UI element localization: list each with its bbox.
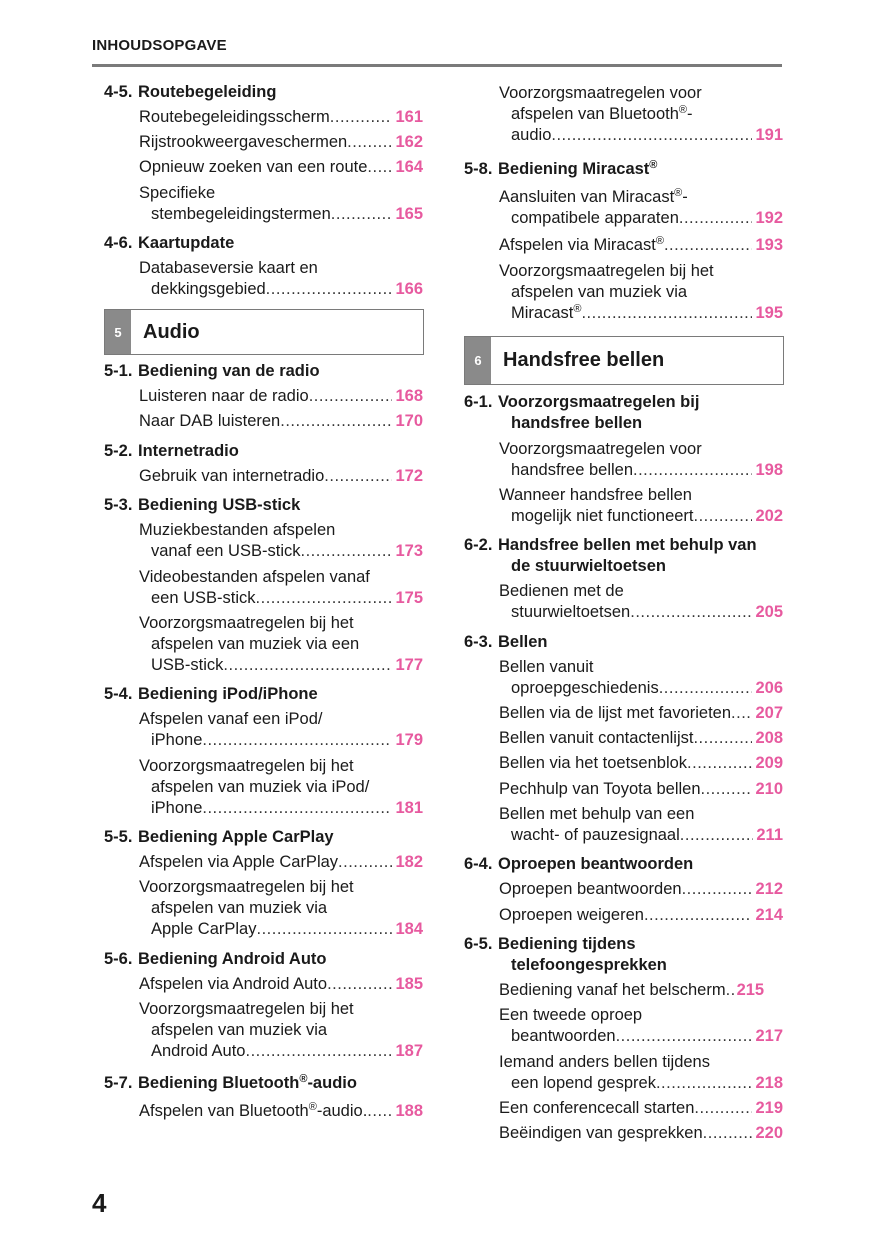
chapter-number: 6 xyxy=(465,337,491,384)
toc-entry[interactable]: Naar DAB luisteren ..... 170 xyxy=(139,411,423,432)
toc-entry[interactable]: Routebegeleidingsscherm ..... 161 xyxy=(139,107,423,128)
toc-entry[interactable]: Voorzorgsmaatregelen voor handsfree bellen ..... 198 xyxy=(499,439,783,481)
page-ref: 193 xyxy=(755,236,783,254)
page-ref: 181 xyxy=(395,799,423,817)
section-6-4-title[interactable]: 6-4. Oproepen beantwoorden xyxy=(464,855,694,873)
toc-entry[interactable]: Een tweede oproep beantwoorden ..... 217 xyxy=(499,1005,783,1047)
page-ref: 202 xyxy=(755,507,783,525)
page-ref: 184 xyxy=(395,920,423,938)
page-ref: 218 xyxy=(755,1074,783,1092)
section-6-1-title[interactable]: 6-1. Voorzorgsmaatregelen bij handsfree bellen xyxy=(464,393,700,432)
chapter-title: Handsfree bellen xyxy=(503,349,665,371)
section-5-2-title[interactable]: 5-2. Internetradio xyxy=(104,442,239,460)
toc-entry[interactable]: Afspelen via Android Auto ..... 185 xyxy=(139,974,423,995)
section-6-5-title[interactable]: 6-5. Bediening tijdens telefoongesprekken xyxy=(464,935,667,974)
page-header xyxy=(92,36,782,67)
page-ref: 211 xyxy=(756,826,783,844)
page-ref: 172 xyxy=(395,467,423,485)
chapter-5-banner[interactable] xyxy=(104,309,424,355)
section-6-2-title[interactable]: 6-2. Handsfree bellen met behulp van de stuurwieltoetsen xyxy=(464,536,757,575)
toc-entry[interactable]: Bediening vanaf het belscherm ..... 215 xyxy=(499,980,783,1001)
page-ref: 208 xyxy=(755,729,783,747)
header-title: INHOUDSOPGAVE xyxy=(92,37,227,54)
section-5-6-title[interactable]: 5-6. Bediening Android Auto xyxy=(104,950,327,968)
toc-entry[interactable]: Afspelen via Miracast® ..... 193 xyxy=(499,235,783,256)
toc-entry[interactable]: Een conferencecall starten ..... 219 xyxy=(499,1098,783,1119)
chapter-number: 5 xyxy=(105,310,131,354)
page-ref: 164 xyxy=(395,158,423,176)
toc-entry[interactable]: Afspelen vanaf een iPod/ iPhone ..... 179 xyxy=(139,709,423,751)
section-6-3-title[interactable]: 6-3. Bellen xyxy=(464,633,548,651)
page-ref: 217 xyxy=(755,1027,783,1045)
page-ref: 212 xyxy=(755,880,783,898)
page-ref: 198 xyxy=(755,461,783,479)
toc-entry[interactable]: Databaseversie kaart en dekkingsgebied ..... 166 xyxy=(139,258,423,300)
toc-entry[interactable]: Bedienen met de stuurwieltoetsen ..... 205 xyxy=(499,581,783,623)
page-number: 4 xyxy=(92,1188,107,1218)
page-ref: 170 xyxy=(395,412,423,430)
page-ref: 182 xyxy=(395,853,423,871)
page-ref: 220 xyxy=(755,1124,783,1142)
page-ref: 205 xyxy=(755,603,783,621)
page-ref: 175 xyxy=(395,589,423,607)
section-5-3-title[interactable]: 5-3. Bediening USB-stick xyxy=(104,496,301,514)
section-4-5-title[interactable]: 4-5. Routebegeleiding xyxy=(104,83,277,101)
page-ref: 191 xyxy=(755,126,783,144)
page-ref: 173 xyxy=(395,542,423,560)
page-ref: 161 xyxy=(395,108,423,126)
toc-entry[interactable]: Oproepen beantwoorden ..... 212 xyxy=(499,879,783,900)
toc-entry[interactable]: Voorzorgsmaatregelen bij het afspelen van muziek via Miracast® ..... 195 xyxy=(499,261,783,324)
toc-entry[interactable]: Afspelen van Bluetooth®-audio. ..... 188 xyxy=(139,1101,423,1122)
toc-entry[interactable]: Rijstrookweergaveschermen ..... 162 xyxy=(139,132,423,153)
page-ref: 166 xyxy=(395,280,423,298)
toc-entry[interactable]: Beëindigen van gesprekken ..... 220 xyxy=(499,1123,783,1144)
toc-entry[interactable]: Wanneer handsfree bellen mogelijk niet functioneert ..... 202 xyxy=(499,485,783,527)
page-ref: 188 xyxy=(395,1102,423,1120)
page-ref: 165 xyxy=(395,205,423,223)
page-ref: 179 xyxy=(395,731,423,749)
page-ref: 192 xyxy=(755,209,783,227)
toc-entry[interactable]: Bellen via de lijst met favorieten ..... 207 xyxy=(499,703,783,724)
page-ref: 214 xyxy=(755,906,783,924)
toc-entry[interactable]: Voorzorgsmaatregelen bij het afspelen van muziek via iPod/ iPhone ..... 181 xyxy=(139,756,423,819)
chapter-6-banner[interactable] xyxy=(464,336,784,385)
page-ref: 206 xyxy=(755,679,783,697)
page-ref: 219 xyxy=(755,1099,783,1117)
page-ref: 210 xyxy=(755,780,783,798)
page-ref: 162 xyxy=(395,133,423,151)
page-ref: 177 xyxy=(395,656,423,674)
toc-entry[interactable]: Muziekbestanden afspelen vanaf een USB-stick ..... 173 xyxy=(139,520,423,562)
toc-entry[interactable]: Bellen vanuit contactenlijst ..... 208 xyxy=(499,728,783,749)
section-5-4-title[interactable]: 5-4. Bediening iPod/iPhone xyxy=(104,685,318,703)
toc-entry[interactable]: Iemand anders bellen tijdens een lopend gesprek ..... 218 xyxy=(499,1052,783,1094)
toc-entry[interactable]: Gebruik van internetradio ..... 172 xyxy=(139,466,423,487)
chapter-title: Audio xyxy=(143,320,200,343)
toc-entry[interactable]: Opnieuw zoeken van een route ..... 164 xyxy=(139,157,423,178)
section-4-6-title[interactable]: 4-6. Kaartupdate xyxy=(104,234,235,252)
toc-entry[interactable]: Voorzorgsmaatregelen bij het afspelen van muziek via Android Auto ..... 187 xyxy=(139,999,423,1062)
toc-entry[interactable]: Bellen met behulp van een wacht- of pauzesignaal ..... 211 xyxy=(499,804,783,846)
section-5-1-title[interactable]: 5-1. Bediening van de radio xyxy=(104,362,320,380)
toc-entry[interactable]: Afspelen via Apple CarPlay ..... 182 xyxy=(139,852,423,873)
toc-entry[interactable]: Oproepen weigeren ..... 214 xyxy=(499,905,783,926)
page-ref: 168 xyxy=(395,387,423,405)
toc-entry[interactable]: Bellen vanuit oproepgeschiedenis ..... 206 xyxy=(499,657,783,699)
page-ref: 209 xyxy=(755,754,783,772)
toc-entry[interactable]: Voorzorgsmaatregelen bij het afspelen van muziek via Apple CarPlay ..... 184 xyxy=(139,877,423,940)
page-ref: 187 xyxy=(395,1042,423,1060)
toc-entry[interactable]: Voorzorgsmaatregelen bij het afspelen van muziek via een USB-stick ..... 177 xyxy=(139,613,423,676)
toc-entry[interactable]: Voorzorgsmaatregelen voor afspelen van Bluetooth®- audio ..... 191 xyxy=(499,83,783,146)
page-ref: 185 xyxy=(395,975,423,993)
page-ref: 215 xyxy=(736,981,765,999)
section-5-7-title[interactable]: 5-7. Bediening Bluetooth®-audio xyxy=(104,1073,357,1092)
page-ref: 207 xyxy=(755,704,783,722)
toc-entry[interactable]: Aansluiten van Miracast®- compatibele apparaten ..... 192 xyxy=(499,187,783,229)
toc-entry[interactable]: Specifieke stembegeleidingstermen ..... 165 xyxy=(139,183,423,225)
toc-entry[interactable]: Luisteren naar de radio ..... 168 xyxy=(139,386,423,407)
toc-entry[interactable]: Bellen via het toetsenblok ..... 209 xyxy=(499,753,783,774)
section-5-5-title[interactable]: 5-5. Bediening Apple CarPlay xyxy=(104,828,334,846)
page-ref: 195 xyxy=(755,304,783,322)
section-5-8-title[interactable]: 5-8. Bediening Miracast® xyxy=(464,159,658,178)
toc-entry[interactable]: Pechhulp van Toyota bellen ..... 210 xyxy=(499,779,783,800)
toc-entry[interactable]: Videobestanden afspelen vanaf een USB-stick ..... 175 xyxy=(139,567,423,609)
